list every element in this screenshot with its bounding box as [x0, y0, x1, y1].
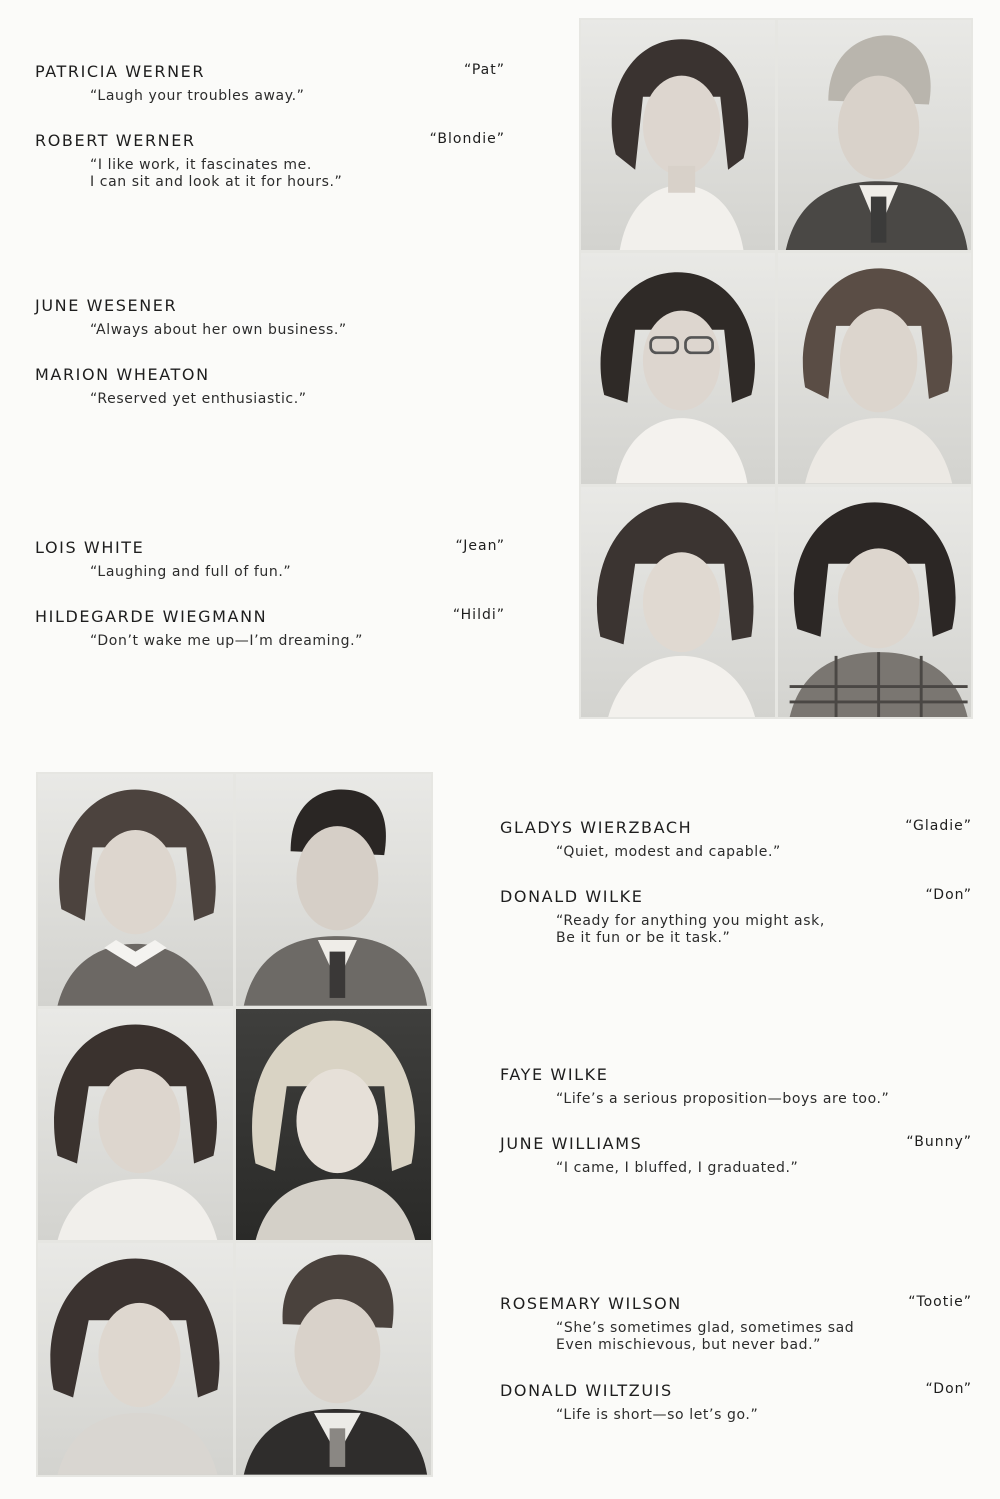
portrait-photo	[236, 1009, 431, 1241]
student-quote: “Laugh your troubles away.”	[90, 88, 305, 104]
student-entry	[500, 1065, 972, 1115]
student-name: MARION WHEATON	[35, 365, 210, 384]
student-name: ROBERT WERNER	[35, 131, 196, 150]
portrait-photo	[581, 487, 775, 717]
student-entry	[35, 538, 505, 588]
photo-grid-bottom	[36, 772, 433, 1477]
student-nickname: “Gladie”	[905, 818, 972, 834]
student-entry	[35, 131, 505, 201]
portrait-photo	[236, 1243, 431, 1475]
student-name: PATRICIA WERNER	[35, 62, 206, 81]
student-nickname: “Hildi”	[452, 607, 505, 623]
photo-grid-top	[579, 18, 973, 719]
student-name: HILDEGARDE WIEGMANN	[35, 607, 268, 626]
student-nickname: “Bunny”	[906, 1134, 972, 1150]
student-name: JUNE WESENER	[35, 296, 178, 315]
portrait-photo	[778, 20, 972, 250]
student-quote: “Quiet, modest and capable.”	[556, 844, 781, 860]
student-name: ROSEMARY WILSON	[500, 1294, 682, 1313]
student-quote: “Ready for anything you might ask, Be it fun or be it task.”	[556, 913, 825, 946]
student-name: DONALD WILTZUIS	[500, 1381, 673, 1400]
student-quote: “Life’s a serious proposition—boys are too.”	[556, 1091, 890, 1107]
student-quote: “Laughing and full of fun.”	[90, 564, 292, 580]
portrait-photo	[236, 774, 431, 1006]
student-nickname: “Don”	[925, 1381, 972, 1397]
student-quote: “Always about her own business.”	[90, 322, 347, 338]
student-entry	[500, 887, 972, 957]
portrait-photo	[38, 1243, 233, 1475]
student-name: GLADYS WIERZBACH	[500, 818, 693, 837]
portrait-photo	[778, 253, 972, 483]
student-entry	[35, 607, 505, 657]
student-quote: “Reserved yet enthusiastic.”	[90, 391, 307, 407]
student-name: DONALD WILKE	[500, 887, 644, 906]
student-entry	[35, 365, 505, 415]
portrait-photo	[38, 774, 233, 1006]
portrait-photo	[38, 1009, 233, 1241]
student-entry	[500, 1294, 972, 1364]
student-name: FAYE WILKE	[500, 1065, 609, 1084]
student-nickname: “Tootie”	[908, 1294, 972, 1310]
student-entry	[35, 62, 505, 112]
student-entry	[500, 1381, 972, 1431]
student-quote: “Life is short—so let’s go.”	[556, 1407, 759, 1423]
student-quote: “I like work, it fascinates me. I can sit and look at it for hours.”	[90, 157, 343, 190]
student-nickname: “Don”	[925, 887, 972, 903]
portrait-photo	[778, 487, 972, 717]
portrait-photo	[581, 20, 775, 250]
student-nickname: “Pat”	[464, 62, 505, 78]
student-nickname: “Jean”	[455, 538, 505, 554]
student-nickname: “Blondie”	[429, 131, 505, 147]
student-entry	[500, 818, 972, 868]
portrait-photo	[581, 253, 775, 483]
student-quote: “I came, I bluffed, I graduated.”	[556, 1160, 799, 1176]
student-quote: “She’s sometimes glad, sometimes sad Even mischievous, but never bad.”	[556, 1320, 855, 1353]
student-entry	[35, 296, 505, 346]
student-quote: “Don’t wake me up—I’m dreaming.”	[90, 633, 363, 649]
student-name: JUNE WILLIAMS	[500, 1134, 643, 1153]
student-name: LOIS WHITE	[35, 538, 145, 557]
student-entry	[500, 1134, 972, 1184]
